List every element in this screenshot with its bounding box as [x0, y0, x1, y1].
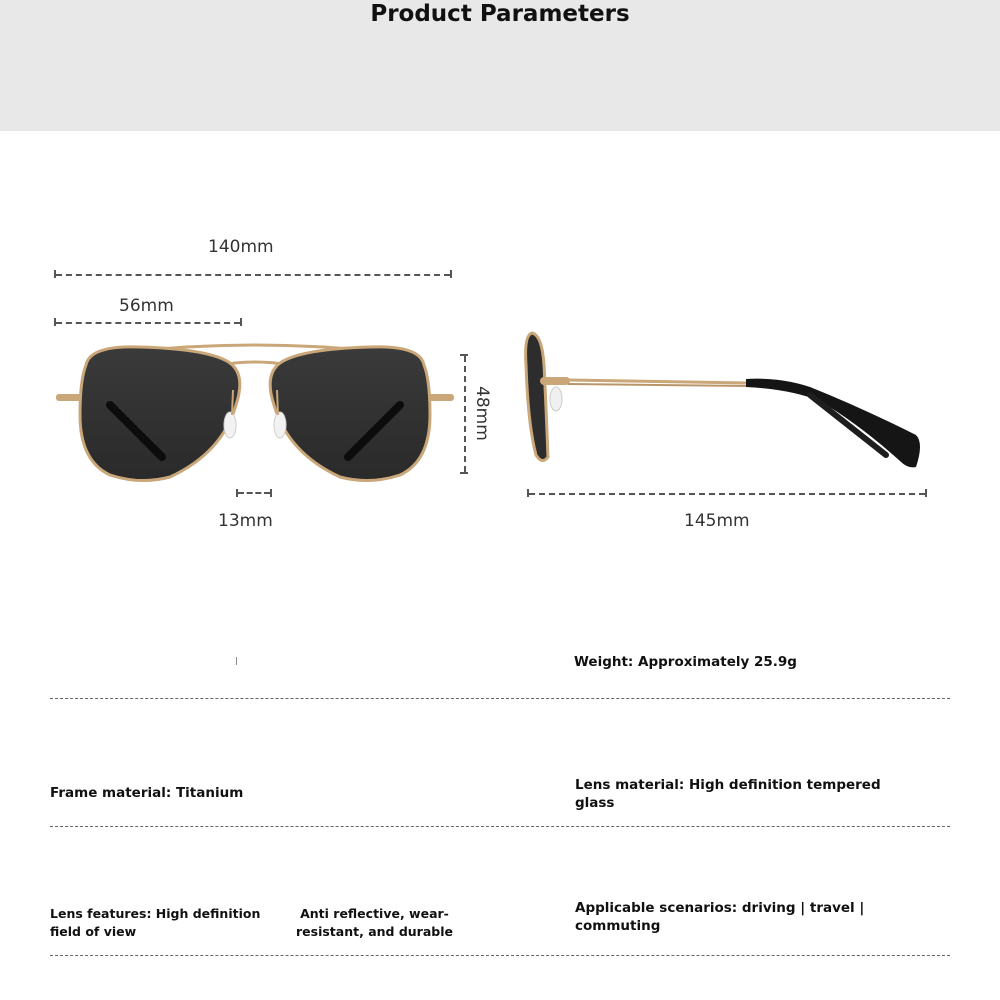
lens-features-text: [50, 905, 260, 941]
lens-material-line-2: glass: [575, 795, 615, 811]
bridge-width-line: [238, 492, 270, 494]
anti-reflective-line-1: Anti reflective, wear-: [300, 906, 449, 921]
scenarios-line-2: commuting: [575, 918, 661, 934]
separator-3: [50, 955, 950, 956]
frame-material-text: Frame material: Titanium: [50, 785, 244, 801]
total-width-label: 140mm: [208, 237, 274, 257]
lens-height-label: 48mm: [472, 386, 492, 441]
temple-length-line: [529, 493, 925, 495]
sunglasses-front-icon: [50, 335, 460, 490]
anti-reflective-line-2: resistant, and durable: [296, 924, 453, 939]
anti-reflective-text: [296, 905, 453, 941]
lens-width-cap-right: [240, 318, 242, 326]
scenarios-text: [575, 899, 864, 935]
lens-height-cap-bottom: [460, 472, 468, 474]
separator-2: [50, 826, 950, 827]
lens-material-text: [575, 776, 881, 812]
lens-width-label: 56mm: [119, 296, 174, 316]
bridge-width-cap-right: [270, 489, 272, 497]
lens-features-line-1: Lens features: High definition: [50, 906, 261, 921]
sunglasses-side-icon: [520, 325, 930, 475]
bridge-width-label: 13mm: [218, 511, 273, 531]
weight-text: Weight: Approximately 25.9g: [574, 654, 797, 670]
total-width-line: [56, 274, 450, 276]
lens-height-line: [464, 356, 466, 472]
decorative-tick: [236, 657, 237, 665]
separator-1: [50, 698, 950, 699]
page-title: Product Parameters: [370, 1, 630, 27]
lens-features-line-2: field of view: [50, 924, 137, 939]
temple-length-cap-right: [925, 489, 927, 497]
temple-length-label: 145mm: [684, 511, 750, 531]
lens-width-line: [56, 322, 240, 324]
scenarios-line-1: Applicable scenarios: driving | travel |: [575, 900, 865, 916]
lens-material-line-1: Lens material: High definition tempered: [575, 777, 881, 793]
total-width-cap-right: [450, 270, 452, 278]
